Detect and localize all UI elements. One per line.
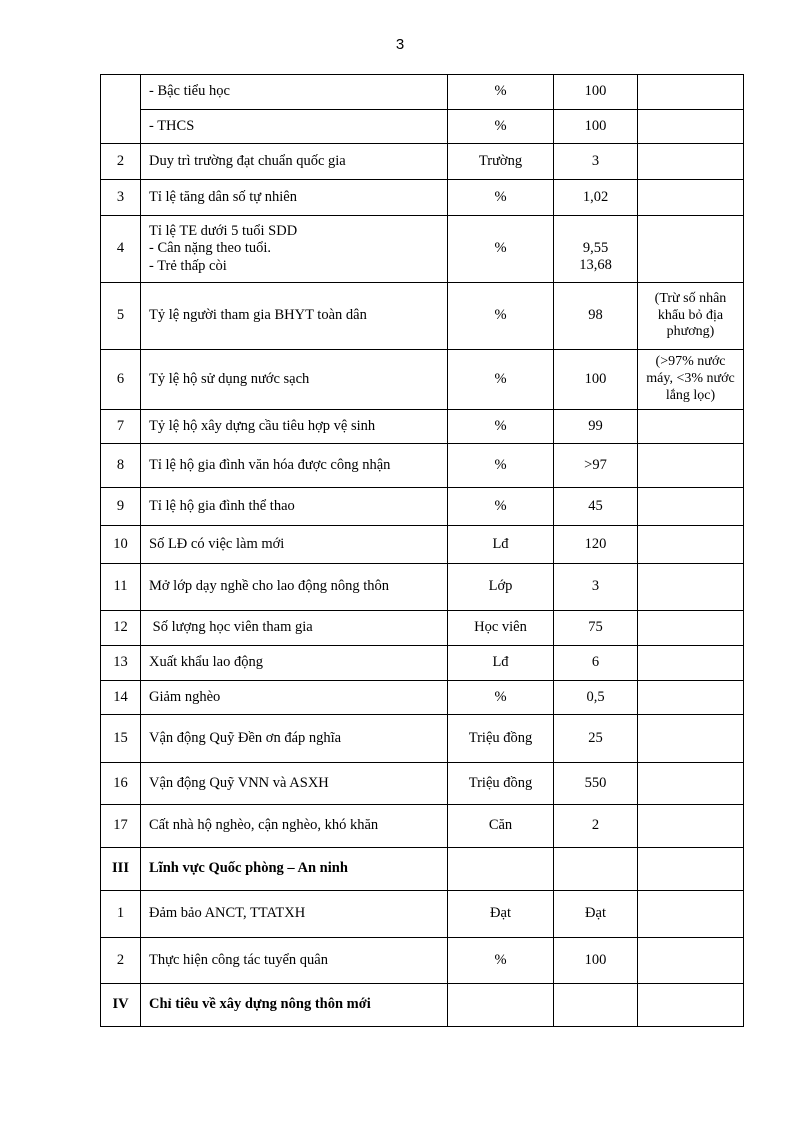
row-note: (Trừ số nhân khẩu bỏ địa phương) [638, 283, 744, 350]
table-row [101, 763, 744, 805]
row-content: Số LĐ có việc làm mới [141, 526, 448, 564]
row-number: 10 [101, 526, 141, 564]
row-value-line: 9,55 [582, 239, 609, 256]
row-unit: Lớp [448, 564, 554, 611]
page-number: 3 [395, 36, 405, 53]
row-note [638, 805, 744, 848]
row-unit: % [448, 110, 554, 144]
row-content: Tỷ lệ hộ xây dựng cầu tiêu hợp vệ sinh [141, 410, 448, 444]
row-value: 100 [554, 938, 638, 984]
row-note [638, 75, 744, 110]
row-content: Tỷ lệ người tham gia BHYT toàn dân [141, 283, 448, 350]
table-row [101, 526, 744, 564]
row-value [554, 216, 638, 283]
row-unit: % [448, 180, 554, 216]
table-row [101, 350, 744, 410]
row-note [638, 180, 744, 216]
row-note [638, 984, 744, 1027]
row-value: 98 [554, 283, 638, 350]
row-content: Tỉ lệ hộ gia đình văn hóa được công nhận [141, 444, 448, 488]
row-number: 12 [101, 611, 141, 646]
table-row [101, 611, 744, 646]
row-unit: % [448, 216, 554, 283]
table-row [101, 110, 744, 144]
section-number: III [101, 848, 141, 891]
row-number: 14 [101, 681, 141, 715]
row-content: Số lượng học viên tham gia [141, 611, 448, 646]
table-row [101, 75, 744, 110]
table-row [101, 216, 744, 283]
row-unit: % [448, 75, 554, 110]
row-value: 75 [554, 611, 638, 646]
row-note [638, 444, 744, 488]
row-value [554, 984, 638, 1027]
row-number: 2 [101, 144, 141, 180]
row-number [101, 75, 141, 144]
row-note [638, 144, 744, 180]
row-content [141, 216, 448, 283]
row-note [638, 681, 744, 715]
row-unit: Đạt [448, 891, 554, 938]
table-row [101, 283, 744, 350]
row-content-line: Tỉ lệ TE dưới 5 tuổi SDD [149, 222, 298, 239]
row-unit: % [448, 488, 554, 526]
row-content: Cất nhà hộ nghèo, cận nghèo, khó khăn [141, 805, 448, 848]
row-number: 1 [101, 891, 141, 938]
row-unit: Căn [448, 805, 554, 848]
row-unit: % [448, 350, 554, 410]
row-content: Mở lớp dạy nghề cho lao động nông thôn [141, 564, 448, 611]
table-row [101, 488, 744, 526]
table-row [101, 410, 744, 444]
row-value: 550 [554, 763, 638, 805]
row-note [638, 715, 744, 763]
table-row-section [101, 984, 744, 1027]
row-number: 13 [101, 646, 141, 681]
row-note [638, 410, 744, 444]
row-unit: Triệu đồng [448, 763, 554, 805]
row-value: Đạt [554, 891, 638, 938]
table-row [101, 805, 744, 848]
row-note [638, 763, 744, 805]
row-content: Tỉ lệ tăng dân số tự nhiên [141, 180, 448, 216]
row-value: 100 [554, 350, 638, 410]
row-number: 17 [101, 805, 141, 848]
row-value: 6 [554, 646, 638, 681]
row-note [638, 216, 744, 283]
row-value: 1,02 [554, 180, 638, 216]
row-unit [448, 984, 554, 1027]
row-content: Vận động Quỹ VNN và ASXH [141, 763, 448, 805]
row-number: 2 [101, 938, 141, 984]
row-value: 25 [554, 715, 638, 763]
table-row [101, 180, 744, 216]
row-content: - THCS [141, 110, 448, 144]
row-value: 100 [554, 75, 638, 110]
row-note [638, 938, 744, 984]
table-row [101, 891, 744, 938]
row-value: >97 [554, 444, 638, 488]
row-unit: Trường [448, 144, 554, 180]
row-number: 4 [101, 216, 141, 283]
table-row [101, 444, 744, 488]
row-content-line: - Cân nặng theo tuổi. [149, 240, 272, 257]
section-title: Lĩnh vực Quốc phòng – An ninh [141, 848, 448, 891]
row-number: 6 [101, 350, 141, 410]
table-row [101, 646, 744, 681]
row-number: 11 [101, 564, 141, 611]
row-note [638, 110, 744, 144]
row-unit: % [448, 681, 554, 715]
row-number: 5 [101, 283, 141, 350]
row-note [638, 646, 744, 681]
row-value: 99 [554, 410, 638, 444]
row-note [638, 564, 744, 611]
row-unit [448, 848, 554, 891]
row-content: Giảm nghèo [141, 681, 448, 715]
row-note [638, 848, 744, 891]
table-row [101, 715, 744, 763]
row-content-line: - Trẻ thấp còi [149, 257, 227, 274]
row-content: Thực hiện công tác tuyển quân [141, 938, 448, 984]
row-unit: % [448, 444, 554, 488]
row-content: Duy trì trường đạt chuẩn quốc gia [141, 144, 448, 180]
row-unit: Lđ [448, 526, 554, 564]
row-number: 16 [101, 763, 141, 805]
row-content: Đảm bảo ANCT, TTATXH [141, 891, 448, 938]
table-row [101, 938, 744, 984]
row-value: 120 [554, 526, 638, 564]
table-row [101, 144, 744, 180]
row-note: (>97% nước máy, <3% nước lắng lọc) [638, 350, 744, 410]
row-value: 2 [554, 805, 638, 848]
row-value: 3 [554, 564, 638, 611]
table-row [101, 564, 744, 611]
section-number: IV [101, 984, 141, 1027]
row-number: 8 [101, 444, 141, 488]
row-content: Tỷ lệ hộ sử dụng nước sạch [141, 350, 448, 410]
row-value: 45 [554, 488, 638, 526]
row-value: 0,5 [554, 681, 638, 715]
indicator-table [100, 74, 744, 1027]
row-value [554, 848, 638, 891]
row-value: 3 [554, 144, 638, 180]
row-note [638, 611, 744, 646]
row-note [638, 526, 744, 564]
row-number: 9 [101, 488, 141, 526]
row-number: 15 [101, 715, 141, 763]
row-content: - Bậc tiểu học [141, 75, 448, 110]
row-content: Vận động Quỹ Đền ơn đáp nghĩa [141, 715, 448, 763]
row-note [638, 891, 744, 938]
table-row [101, 681, 744, 715]
row-value: 100 [554, 110, 638, 144]
row-unit: % [448, 938, 554, 984]
row-number: 7 [101, 410, 141, 444]
row-unit: % [448, 410, 554, 444]
section-title: Chỉ tiêu về xây dựng nông thôn mới [141, 984, 448, 1027]
table-row-section [101, 848, 744, 891]
row-content: Tỉ lệ hộ gia đình thể thao [141, 488, 448, 526]
row-unit: Triệu đồng [448, 715, 554, 763]
row-unit: Lđ [448, 646, 554, 681]
row-content: Xuất khẩu lao động [141, 646, 448, 681]
row-note [638, 488, 744, 526]
row-number: 3 [101, 180, 141, 216]
row-unit: Học viên [448, 611, 554, 646]
row-value-line: 13,68 [579, 257, 612, 273]
row-unit: % [448, 283, 554, 350]
